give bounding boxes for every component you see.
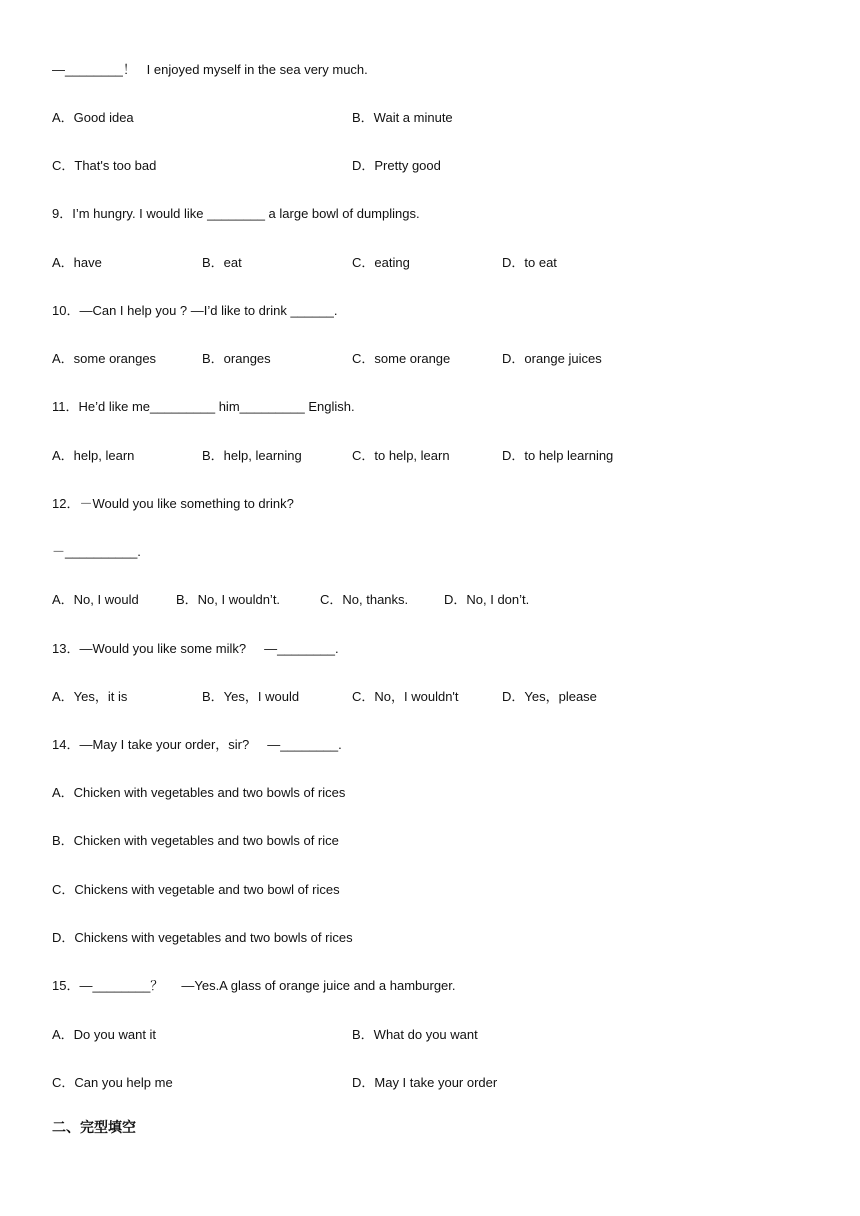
question-14-option-c: C．Chickens with vegetable and two bowl of rices	[52, 882, 340, 897]
question-10-option-c: C．some orange	[352, 351, 451, 366]
question-10-option-a: A．some oranges	[52, 351, 157, 366]
question-10-stem: 10．—Can I help you ? —I’d like to drink ______.	[52, 303, 338, 318]
question-12-option-b: B．No, I wouldn’t.	[176, 592, 281, 607]
question-10-option-b: B．oranges	[202, 351, 271, 366]
question-12-option-d: D．No, I don’t.	[444, 592, 530, 607]
question-11-option-c: C．to help, learn	[352, 448, 450, 463]
question-15-option-a: A．Do you want it	[52, 1027, 157, 1042]
question-11-option-a: A．help, learn	[52, 448, 135, 463]
question-9-option-b: B．eat	[202, 255, 242, 270]
question-9-stem: 9．I’m hungry. I would like ________ a large bowl of dumplings.	[52, 206, 420, 221]
question-12-stem: 12．－Would you like something to drink?	[52, 496, 294, 511]
question-14-option-d: D．Chickens with vegetables and two bowls of rices	[52, 930, 353, 945]
section-heading: 二、完型填空	[52, 1119, 136, 1135]
question-13-option-d: D．Yes，please	[502, 689, 597, 704]
question-8-option-b: B．Wait a minute	[352, 110, 453, 125]
question-12-option-a: A．No, I would	[52, 592, 139, 607]
question-8-option-d: D．Pretty good	[352, 158, 441, 173]
question-11-stem: 11．He’d like me_________ him_________ English.	[52, 399, 355, 414]
question-13-option-b: B．Yes，I would	[202, 689, 300, 704]
question-11-option-b: B．help, learning	[202, 448, 302, 463]
question-8-option-c: C．That's too bad	[52, 158, 157, 173]
question-13-option-a: A．Yes，it is	[52, 689, 128, 704]
question-9-option-d: D．to eat	[502, 255, 557, 270]
question-15-stem: 15．—________？ —Yes.A glass of orange juice and a hamburger.	[52, 978, 456, 993]
question-12-answer-line: －__________.	[52, 544, 141, 559]
question-12-option-c: C．No, thanks.	[320, 592, 409, 607]
question-10-option-d: D．orange juices	[502, 351, 602, 366]
question-8-option-a: A．Good idea	[52, 110, 134, 125]
question-11-option-d: D．to help learning	[502, 448, 614, 463]
question-8-stem: —________！ I enjoyed myself in the sea very much.	[52, 62, 368, 77]
question-15-option-d: D．May I take your order	[352, 1075, 498, 1090]
question-14-stem: 14．—May I take your order，sir? —________.	[52, 737, 342, 752]
question-14-option-a: A．Chicken with vegetables and two bowls of rices	[52, 785, 346, 800]
question-15-option-b: B．What do you want	[352, 1027, 478, 1042]
question-14-option-b: B．Chicken with vegetables and two bowls of rice	[52, 833, 339, 848]
question-13-option-c: C．No，I wouldn't	[352, 689, 459, 704]
question-9-option-c: C．eating	[352, 255, 410, 270]
question-9-option-a: A．have	[52, 255, 102, 270]
question-13-stem: 13．—Would you like some milk? —________.	[52, 641, 339, 656]
question-15-option-c: C．Can you help me	[52, 1075, 173, 1090]
